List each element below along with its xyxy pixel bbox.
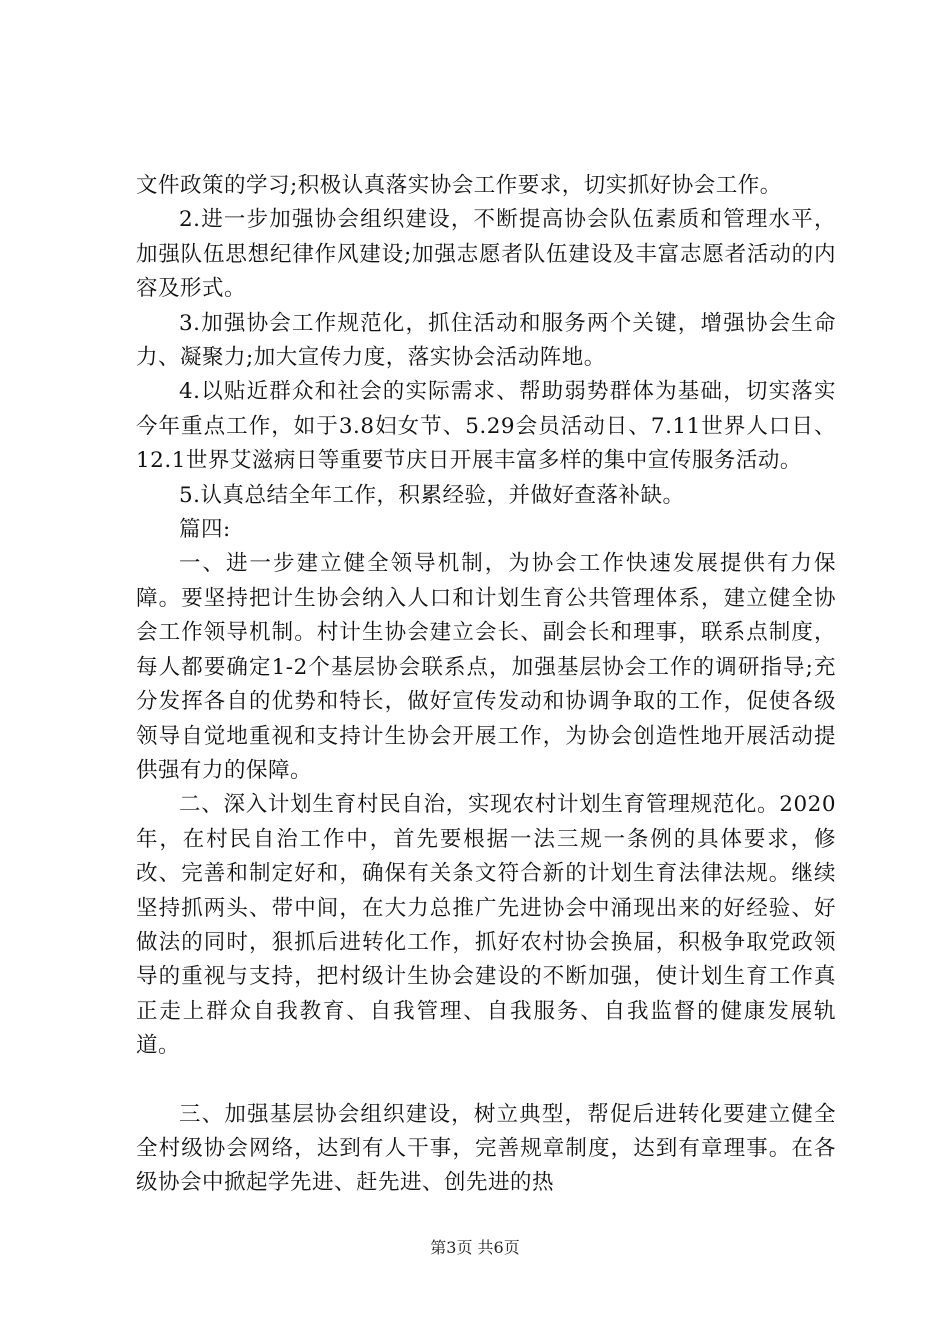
paragraph-continuation: 文件政策的学习;积极认真落实协会工作要求，切实抓好协会工作。 [136, 173, 782, 198]
page-footer: 第3页 共6页 [430, 1238, 520, 1257]
paragraph-item-3: 3.加强协会工作规范化，抓住活动和服务两个关键，增强协会生命力、凝聚力;加大宣传力度，落实协会活动阵地。 [136, 310, 836, 371]
paragraph-item-2: 2.进一步加强协会组织建设，不断提高协会队伍素质和管理水平，加强队伍思想纪律作风建设;加强志愿者队伍建设及丰富志愿者活动的内容及形式。 [136, 207, 836, 302]
paragraph-item-5: 5.认真总结全年工作，积累经验，并做好查落补缺。 [179, 482, 685, 508]
document-body [136, 169, 836, 1201]
section-heading-part-four: 篇四: [179, 517, 231, 543]
paragraph-section-1: 一、进一步建立健全领导机制，为协会工作快速发展提供有力保障。要坚持把计生协会纳入人口和计划生育公共管理体系，建立健全协会工作领导机制。村计生协会建立会长、副会长和理事，联系点制度，每人都要确定1-2个基层协会联系点，加强基层协会工作的调研指导;充分发挥各自的优势和特长，做好宣传发动和协调争取的工作，促使各级领导自觉地重视和支持计生协会开展工作，为协会创造性地开展活动提供强有力的保障。 [136, 551, 836, 783]
paragraph-section-3: 三、加强基层协会组织建设，树立典型，帮促后进转化要建立健全全村级协会网络，达到有人干事，完善规章制度，达到有章理事。在各级协会中掀起学先进、赶先进、创先进的热 [136, 1101, 836, 1196]
paragraph-section-2: 二、深入计划生育村民自治，实现农村计划生育管理规范化。2020年，在村民自治工作中，首先要根据一法三规一条例的具体要求，修改、完善和制定好和，确保有关条文符合新的计划生育法律法规。继续坚持抓两头、带中间，在大力总推广先进协会中涌现出来的好经验、好做法的同时，狠抓后进转化工作，抓好农村协会换届，积极争取党政领导的重视与支持，把村级计生协会建设的不断加强，使计划生育工作真正走上群众自我教育、自我管理、自我服务、自我监督的健康发展轨道。 [136, 792, 836, 1059]
paragraph-item-4: 4.以贴近群众和社会的实际需求、帮助弱势群体为基础，切实落实今年重点工作，如于3.8妇女节、5.29会员活动日、7.11世界人口日、12.1世界艾滋病日等重要节庆日开展丰富多样的集中宣传服务活动。 [136, 379, 836, 474]
